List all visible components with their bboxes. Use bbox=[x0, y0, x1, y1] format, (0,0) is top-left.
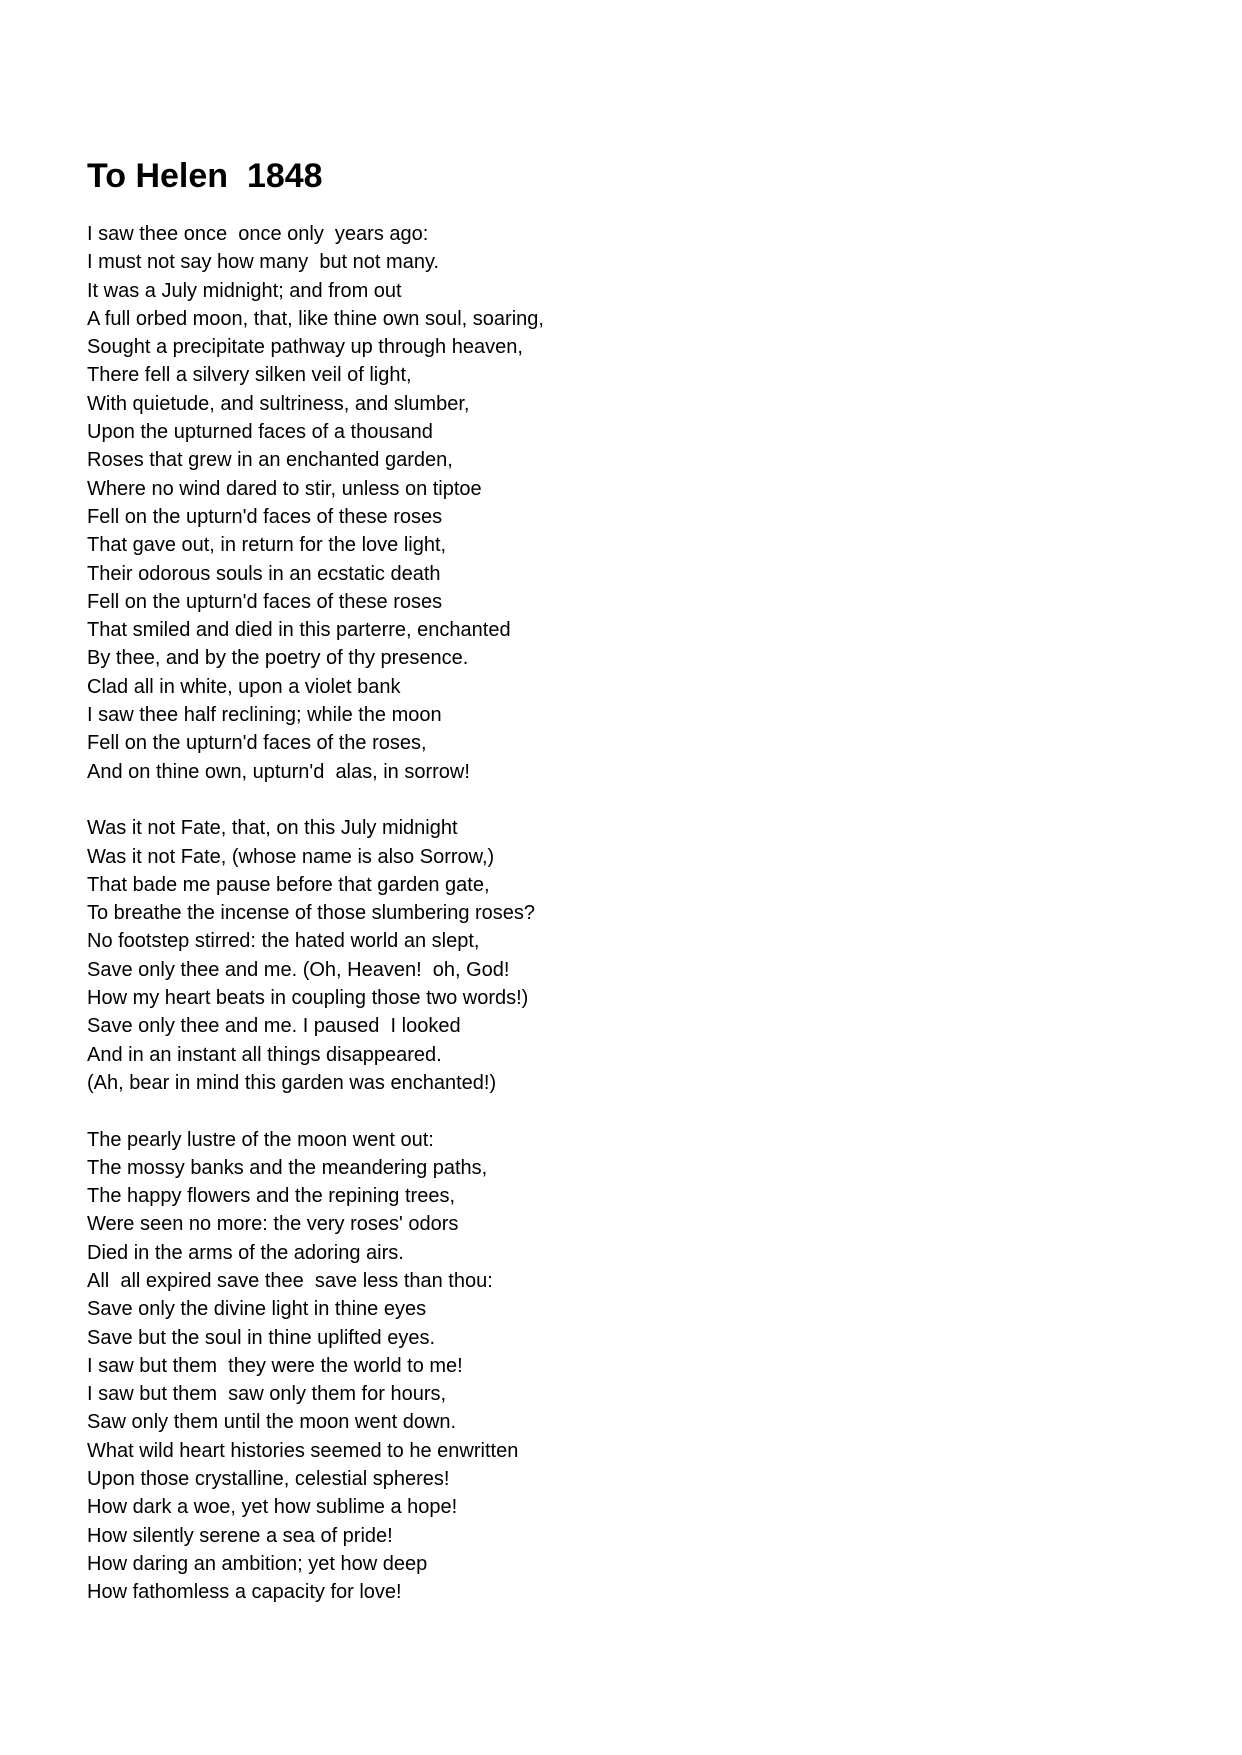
poem-line: By thee, and by the poetry of thy presence. bbox=[87, 647, 469, 670]
poem-line: Died in the arms of the adoring airs. bbox=[87, 1241, 404, 1264]
poem-line: And on thine own, upturn'd alas, in sorrow! bbox=[87, 760, 470, 783]
poem-line: Their odorous souls in an ecstatic death bbox=[87, 562, 441, 585]
poem-line: Clad all in white, upon a violet bank bbox=[87, 675, 401, 698]
poem-line: I saw but them they were the world to me! bbox=[87, 1354, 463, 1377]
poem-line: The happy flowers and the repining trees, bbox=[87, 1185, 455, 1208]
poem-line: What wild heart histories seemed to he enwritten bbox=[87, 1439, 519, 1462]
poem-line: That smiled and died in this parterre, enchanted bbox=[87, 619, 511, 642]
poem-line: The pearly lustre of the moon went out: bbox=[87, 1128, 434, 1151]
poem-line: All all expired save thee save less than thou: bbox=[87, 1269, 493, 1292]
poem-body bbox=[87, 220, 544, 1635]
poem-line: There fell a silvery silken veil of light, bbox=[87, 364, 412, 387]
stanza-2 bbox=[87, 814, 544, 1097]
poem-line: I saw thee half reclining; while the moon bbox=[87, 704, 442, 727]
poem-line: Were seen no more: the very roses' odors bbox=[87, 1213, 459, 1236]
poem-line: Saw only them until the moon went down. bbox=[87, 1411, 457, 1434]
poem-line: How fathomless a capacity for love! bbox=[87, 1581, 402, 1604]
poem-line: With quietude, and sultriness, and slumber, bbox=[87, 392, 470, 415]
poem-line: Save only thee and me. I paused I looked bbox=[87, 1015, 461, 1038]
poem-line: I saw but them saw only them for hours, bbox=[87, 1383, 447, 1406]
poem-line: Upon those crystalline, celestial spheres! bbox=[87, 1468, 450, 1491]
stanza-1 bbox=[87, 220, 544, 786]
poem-line: I saw thee once once only years ago: bbox=[87, 223, 429, 245]
stanza-3 bbox=[87, 1126, 544, 1607]
poem-line: Save only the divine light in thine eyes bbox=[87, 1298, 427, 1321]
poem-line: And in an instant all things disappeared. bbox=[87, 1043, 442, 1066]
poem-line: To breathe the incense of those slumbering roses? bbox=[87, 902, 536, 925]
poem-line: It was a July midnight; and from out bbox=[87, 279, 402, 302]
poem-line: Roses that grew in an enchanted garden, bbox=[87, 449, 453, 472]
poem-line: That gave out, in return for the love light, bbox=[87, 534, 447, 557]
poem-line: Sought a precipitate pathway up through heaven, bbox=[87, 336, 523, 359]
poem-line: Upon the upturned faces of a thousand bbox=[87, 421, 433, 444]
poem-line: The mossy banks and the meandering paths, bbox=[87, 1156, 488, 1179]
poem-line: How my heart beats in coupling those two words!) bbox=[87, 987, 529, 1010]
poem-line: Where no wind dared to stir, unless on tiptoe bbox=[87, 477, 482, 500]
poem-line: Save only thee and me. (Oh, Heaven! oh, God! bbox=[87, 958, 510, 981]
poem-line: Save but the soul in thine uplifted eyes. bbox=[87, 1326, 436, 1349]
poem-line: Fell on the upturn'd faces of these roses bbox=[87, 505, 443, 528]
poem-line: How silently serene a sea of pride! bbox=[87, 1524, 393, 1547]
poem-line: Fell on the upturn'd faces of the roses, bbox=[87, 732, 427, 755]
poem-line: That bade me pause before that garden gate, bbox=[87, 873, 490, 896]
poem-line: Fell on the upturn'd faces of these roses bbox=[87, 590, 443, 613]
poem-line: I must not say how many but not many. bbox=[87, 251, 440, 274]
poem-line: Was it not Fate, (whose name is also Sorrow,) bbox=[87, 845, 495, 868]
poem-line: How dark a woe, yet how sublime a hope! bbox=[87, 1496, 458, 1519]
poem-line: Was it not Fate, that, on this July midnight bbox=[87, 817, 458, 840]
poem-title: To Helen 1848 bbox=[87, 157, 323, 195]
poem-line: No footstep stirred: the hated world an slept, bbox=[87, 930, 480, 953]
poem-line: (Ah, bear in mind this garden was enchanted!) bbox=[87, 1071, 497, 1094]
poem-line: How daring an ambition; yet how deep bbox=[87, 1552, 428, 1575]
poem-line: A full orbed moon, that, like thine own soul, soaring, bbox=[87, 307, 544, 330]
